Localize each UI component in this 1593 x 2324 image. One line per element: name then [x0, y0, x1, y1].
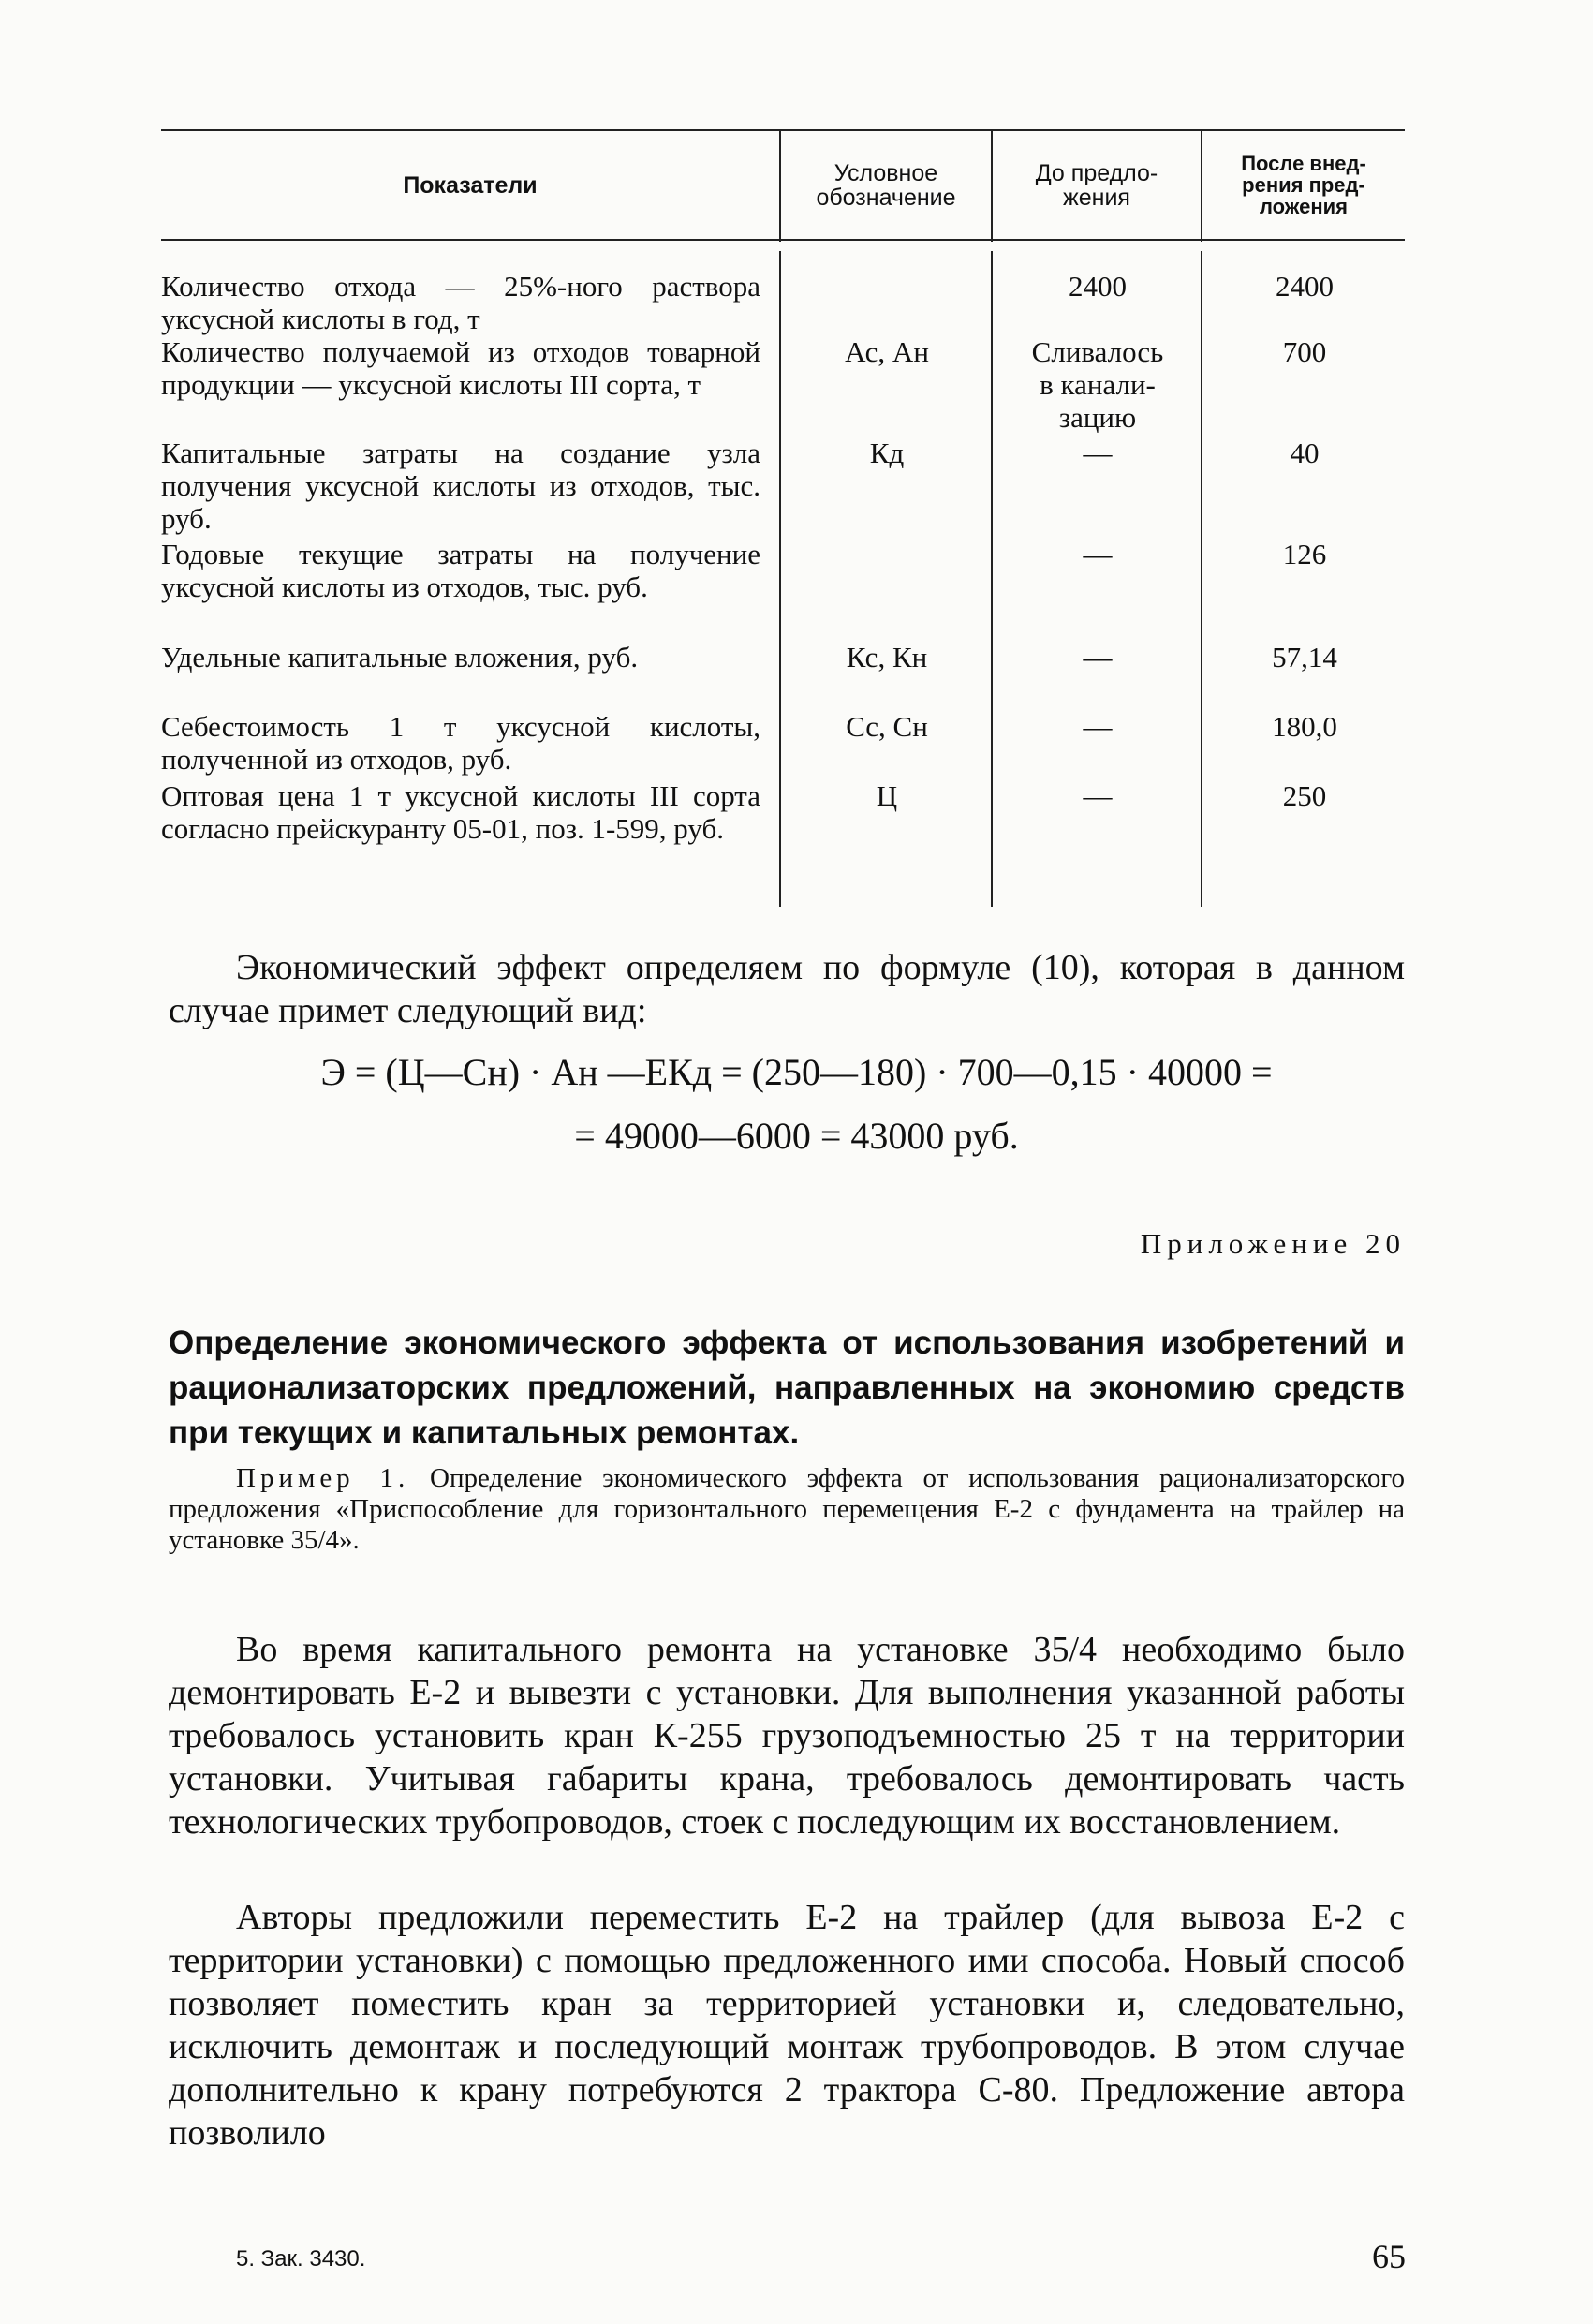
formula-line-1: Э = (Ц—Сн) · Ан —ЕКд = (250—180) · 700—0,15 · 40000 = [320, 1051, 1273, 1093]
page-number: 65 [1372, 2238, 1406, 2275]
appendix-label: Приложение 20 [1140, 1227, 1406, 1260]
row-before: Сливалось в канали- зацию [1031, 335, 1164, 434]
row-after: 2400 [1276, 270, 1334, 303]
row-before: — [1083, 437, 1113, 469]
table-divider [1201, 251, 1202, 907]
row-after: 40 [1290, 437, 1320, 469]
formula-line-2: = 49000—6000 = 43000 руб. [574, 1115, 1019, 1157]
row-indicator: Удельные капитальные вложения, руб. [161, 641, 639, 674]
table-header-symbol: Условное обозначение [816, 159, 956, 211]
table-header-indicators: Показатели [403, 171, 538, 199]
paragraph-repair: Во время капитального ремонта на установке 35/4 необходимо было демонтировать Е-2 и вывезти с установки. Для выполнения указанной работы требовалось установить кран К-255 грузоподъемностью 25 т на территории установки. Учитывая габариты крана, требовалось демонтировать часть технологических трубопроводов, стоек с последующим их восстановлением. [169, 1630, 1405, 1842]
row-after: 57,14 [1272, 641, 1337, 674]
row-after: 126 [1282, 538, 1327, 570]
row-before: — [1083, 710, 1113, 743]
example-body: Определение экономического эффекта от использования рационализаторского предложения «Приспособление для горизонтального перемещения Е-2 с фундамента на трайлер на установке 35/4». [169, 1463, 1406, 1555]
table-header-after: После внед- рения пред- ложения [1241, 152, 1366, 218]
section-heading: Определение экономического эффекта от использования изобретений и рационализаторских предложений, направленных на экономию средств при текущих и капитальных ремонтах. [169, 1325, 1405, 1451]
row-symbol: Ц [876, 779, 898, 812]
paragraph-effect-intro: Экономический эффект определяем по формуле (10), которая в данном случае примет следующий вид: [169, 948, 1405, 1030]
row-indicator: Количество получаемой из отходов товарной продукции — уксусной кислоты III сорта, т [161, 335, 760, 401]
row-before: — [1083, 538, 1113, 570]
row-indicator: Годовые текущие затраты на получение уксусной кислоты из отходов, тыс. руб. [161, 538, 760, 603]
row-after: 180,0 [1272, 710, 1337, 743]
table-top-rule [161, 129, 1405, 131]
row-indicator: Оптовая цена 1 т уксусной кислоты III сорта согласно прейскуранту 05-01, поз. 1-599, руб. [161, 779, 760, 845]
table-divider [991, 251, 993, 907]
row-before: — [1083, 779, 1113, 812]
paragraph-authors: Авторы предложили переместить Е-2 на трайлер (для вывоза Е-2 с территории установки) с помощью предложенного ими способа. Новый способ позволяет поместить кран за территорией установки и, следовательно, исключить демонтаж и последующий монтаж трубопроводов. В этом случае дополнительно к крану потребуются 2 трактора С-80. Предложение автора позволило [169, 1898, 1405, 2153]
row-symbol: Ас, Ан [845, 335, 929, 368]
row-before: — [1083, 641, 1113, 674]
row-symbol: Сс, Сн [846, 710, 928, 743]
row-symbol: Кд [869, 437, 905, 469]
row-indicator: Капитальные затраты на создание узла получения уксусной кислоты из отходов, тыс. руб. [161, 437, 760, 535]
table-divider [779, 251, 781, 907]
table-header-before: До предло- жения [1035, 159, 1158, 211]
row-before: 2400 [1069, 270, 1127, 303]
example-paragraph [169, 1463, 1405, 1556]
table-header-rule [161, 239, 1405, 241]
row-after: 250 [1282, 779, 1327, 812]
row-after: 700 [1282, 335, 1327, 368]
row-indicator: Себестоимость 1 т уксусной кислоты, полученной из отходов, руб. [161, 710, 760, 776]
example-lead: Пример 1. [236, 1463, 410, 1493]
row-indicator: Количество отхода — 25%-ного раствора уксусной кислоты в год, т [161, 270, 760, 335]
row-symbol: Кс, Кн [846, 641, 928, 674]
footer-order-number: 5. Зак. 3430. [236, 2246, 366, 2272]
